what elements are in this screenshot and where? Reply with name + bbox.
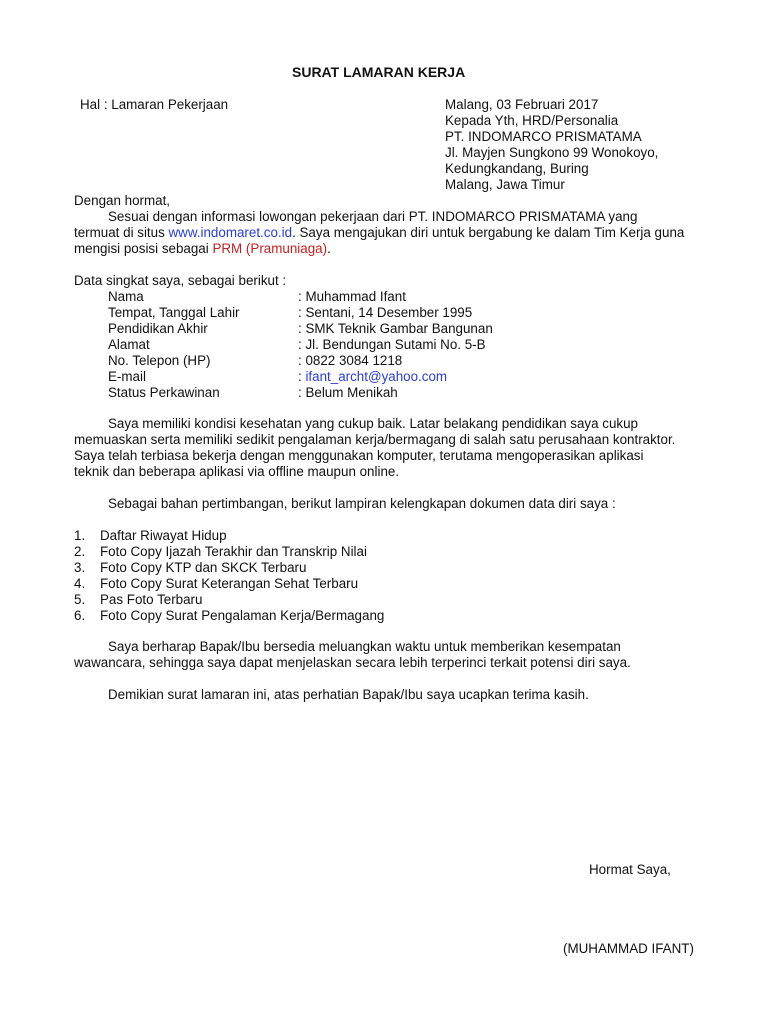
paragraph-line: Saya telah terbiasa bekerja dengan menggunakan komputer, terutama mengoperasikan aplikasi — [74, 448, 644, 463]
closing-paragraph: Demikian surat lamaran ini, atas perhatian Bapak/Ibu saya ucapkan terima kasih. — [108, 687, 589, 702]
data-label: Alamat — [108, 337, 150, 352]
paragraph-line: memuaskan serta memiliki sedikit pengalaman kerja/bermagang di salah satu perusahaan kontraktor. — [74, 432, 676, 447]
paragraph-line: wawancara, sehingga saya dapat menjelaskan secara lebih terperinci terkait potensi diri saya. — [74, 655, 631, 670]
data-label: Status Perkawinan — [108, 385, 220, 400]
data-value: : SMK Teknik Gambar Bangunan — [298, 321, 493, 336]
email-link[interactable]: ifant_archt@yahoo.com — [305, 369, 448, 384]
list-item: Pas Foto Terbaru — [100, 592, 203, 607]
paragraph-line: Saya berharap Bapak/Ibu bersedia meluangkan waktu untuk memberikan kesempatan — [108, 639, 621, 654]
intro-text: . Saya mengajukan diri untuk bergabung ke dalam Tim Kerja guna — [292, 225, 685, 240]
data-label: Tempat, Tanggal Lahir — [108, 305, 240, 320]
list-item: Foto Copy Surat Keterangan Sehat Terbaru — [100, 576, 359, 591]
recipient-address: Kedungkandang, Buring — [445, 161, 589, 176]
paragraph-line: Saya memiliki kondisi kesehatan yang cukup baik. Latar belakang pendidikan saya cukup — [108, 416, 638, 431]
intro-line — [74, 225, 684, 241]
signature-name: (MUHAMMAD IFANT) — [563, 941, 694, 956]
list-number: 4. — [74, 576, 86, 591]
data-value: : Sentani, 14 Desember 1995 — [298, 305, 473, 320]
data-heading: Data singkat saya, sebagai berikut : — [74, 273, 287, 288]
data-label: Nama — [108, 289, 144, 304]
intro-line: Sesuai dengan informasi lowongan pekerjaan dari PT. INDOMARCO PRISMATAMA yang — [108, 209, 638, 224]
intro-text: . — [327, 241, 331, 256]
website-link[interactable]: www.indomaret.co.id — [168, 225, 293, 240]
data-label: Pendidikan Akhir — [108, 321, 208, 336]
data-label: E-mail — [108, 369, 146, 384]
recipient-address: Jl. Mayjen Sungkono 99 Wonokoyo, — [445, 145, 659, 160]
data-value: : Muhammad Ifant — [298, 289, 406, 304]
data-value: : 0822 3084 1218 — [298, 353, 403, 368]
recipient-city: Malang, Jawa Timur — [445, 177, 565, 192]
sign-off: Hormat Saya, — [589, 862, 671, 877]
greeting: Dengan hormat, — [74, 193, 171, 208]
subject-line: Hal : Lamaran Pekerjaan — [80, 97, 229, 112]
list-item: Foto Copy Surat Pengalaman Kerja/Bermagang — [100, 608, 385, 623]
list-item: Foto Copy KTP dan SKCK Terbaru — [100, 560, 307, 575]
recipient-company: PT. INDOMARCO PRISMATAMA — [445, 129, 642, 144]
letter-title: SURAT LAMARAN KERJA — [292, 64, 466, 80]
recipient-line: Kepada Yth, HRD/Personalia — [445, 113, 619, 128]
data-value: : Jl. Bendungan Sutami No. 5-B — [298, 337, 486, 352]
data-value — [298, 369, 447, 385]
list-number: 3. — [74, 560, 86, 575]
data-value-prefix: : — [298, 369, 306, 384]
paragraph-line: teknik dan beberapa aplikasi via offline maupun online. — [74, 464, 400, 479]
list-item: Daftar Riwayat Hidup — [100, 528, 227, 543]
data-value: : Belum Menikah — [298, 385, 398, 400]
list-number: 6. — [74, 608, 86, 623]
intro-text: mengisi posisi sebagai — [74, 241, 213, 256]
list-number: 2. — [74, 544, 86, 559]
list-item: Foto Copy Ijazah Terakhir dan Transkrip Nilai — [100, 544, 367, 559]
attachments-intro: Sebagai bahan pertimbangan, berikut lampiran kelengkapan dokumen data diri saya : — [108, 496, 616, 511]
recipient-date: Malang, 03 Februari 2017 — [445, 97, 599, 112]
data-label: No. Telepon (HP) — [108, 353, 211, 368]
intro-line — [74, 241, 331, 257]
list-number: 1. — [74, 528, 86, 543]
position-highlight: PRM (Pramuniaga) — [212, 241, 328, 256]
list-number: 5. — [74, 592, 86, 607]
intro-text: termuat di situs — [74, 225, 169, 240]
